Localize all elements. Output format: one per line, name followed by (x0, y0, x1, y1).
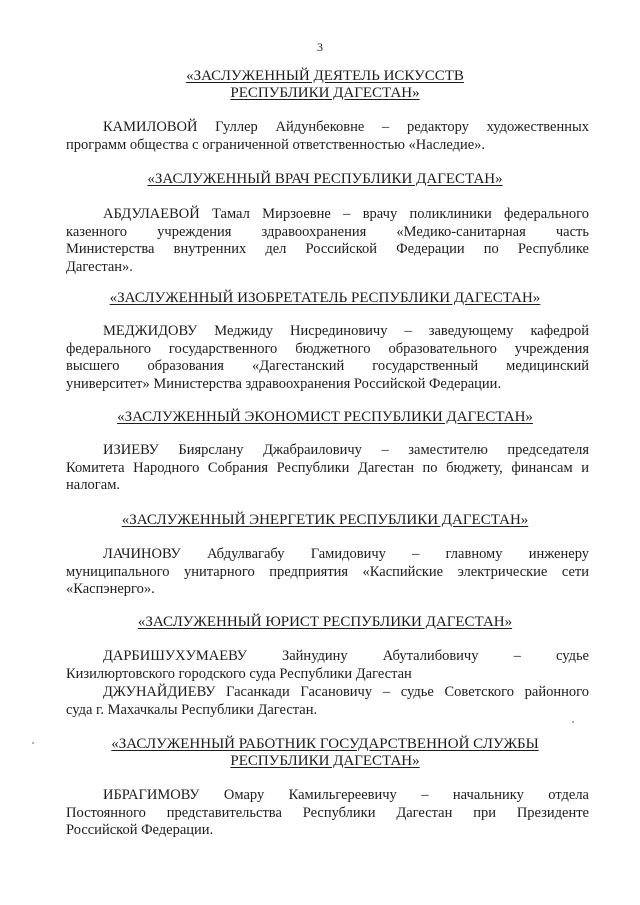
heading-line: «ЗАСЛУЖЕННЫЙ ЭКОНОМИСТ РЕСПУБЛИКИ ДАГЕСТАН» (117, 409, 533, 425)
award-entry (66, 119, 589, 154)
heading-line: «ЗАСЛУЖЕННЫЙ ДЕЯТЕЛЬ ИСКУССТВ (186, 68, 464, 84)
section-heading (60, 171, 590, 188)
award-entry (66, 546, 589, 599)
entry-line: ИБРАГИМОВУ Омару Камильгереевичу – начальнику отдела (103, 787, 589, 803)
heading-line: «ЗАСЛУЖЕННЫЙ ЮРИСТ РЕСПУБЛИКИ ДАГЕСТАН» (137, 614, 513, 630)
heading-line: «ЗАСЛУЖЕННЫЙ ЭНЕРГЕТИК РЕСПУБЛИКИ ДАГЕСТАН» (121, 512, 529, 528)
heading-line: «ЗАСЛУЖЕННЫЙ ВРАЧ РЕСПУБЛИКИ ДАГЕСТАН» (147, 171, 503, 187)
entry-line: «Каспэнерго». (66, 581, 155, 597)
section-heading (60, 290, 590, 307)
scan-speck (572, 721, 574, 723)
entry-line: высшего образования «Дагестанский государственный медицинский (66, 358, 589, 374)
entry-line: Комитета Народного Собрания Республики Дагестан по бюджету, финансам и (66, 459, 589, 476)
entry-line: Министерства внутренних дел Российской Федерации по Республике (66, 241, 589, 257)
entry-line: ДАРБИШУХУМАЕВУ Зайнудину Абуталибовичу – судье (103, 648, 589, 664)
section-heading (60, 512, 590, 529)
entry-line: ЛАЧИНОВУ Абдулвагабу Гамидовичу – главному инженеру (103, 546, 589, 562)
heading-line: «ЗАСЛУЖЕННЫЙ ИЗОБРЕТАТЕЛЬ РЕСПУБЛИКИ ДАГЕСТАН» (109, 290, 541, 306)
entry-line: КАМИЛОВОЙ Гуллер Айдунбековне – редактору художественных (103, 119, 589, 135)
section-heading (60, 68, 590, 102)
entry-line: Кизилюртовского городского суда Республики Дагестан (66, 665, 412, 682)
section-heading (60, 614, 590, 631)
entry-line: Дагестан». (66, 258, 133, 275)
scan-speck (32, 742, 34, 744)
page-number: 3 (317, 40, 323, 54)
award-entry (66, 442, 589, 495)
entry-line: АБДУЛАЕВОЙ Тамал Мирзоевне – врачу поликлиники федерального (103, 206, 589, 222)
entry-line: университет» Министерства здравоохранения Российской Федерации. (66, 375, 502, 392)
entry-line: суда г. Махачкалы Республики Дагестан. (66, 701, 318, 718)
entry-line: налогам. (66, 477, 120, 493)
entry-line: программ обществa с ограниченной ответственностью «Наследие». (66, 136, 486, 153)
entry-line: ИЗИЕВУ Биярслану Джабраиловичу – заместителю председателя (103, 442, 589, 458)
section-heading (60, 409, 590, 426)
heading-line: РЕСПУБЛИКИ ДАГЕСТАН» (230, 85, 420, 101)
heading-line: «ЗАСЛУЖЕННЫЙ РАБОТНИК ГОСУДАРСТВЕННОЙ СЛУЖБЫ (111, 736, 539, 752)
section-heading (60, 736, 590, 770)
award-entry (66, 323, 589, 393)
entry-line: Постоянного представительства Республики Дагестан при Президенте (66, 804, 589, 821)
award-entry (66, 206, 589, 276)
award-entry (66, 684, 589, 719)
entry-line: МЕДЖИДОВУ Меджиду Нисрединовичу – заведующему кафедрой (103, 323, 589, 339)
award-entry (66, 787, 589, 840)
award-entry (66, 648, 589, 683)
entry-line: казенного учреждения здравоохранения «Медико-санитарная часть (66, 223, 589, 240)
entry-line: ДЖУНАЙДИЕВУ Гасанкади Гасановичу – судье Советского районного (103, 684, 589, 700)
heading-line: РЕСПУБЛИКИ ДАГЕСТАН» (230, 753, 420, 769)
entry-line: федерального государственного бюджетного образовательного учреждения (66, 340, 589, 357)
entry-line: муниципального унитарного предприятия «Каспийские электрические сети (66, 563, 589, 580)
entry-line: Российской Федерации. (66, 822, 214, 838)
